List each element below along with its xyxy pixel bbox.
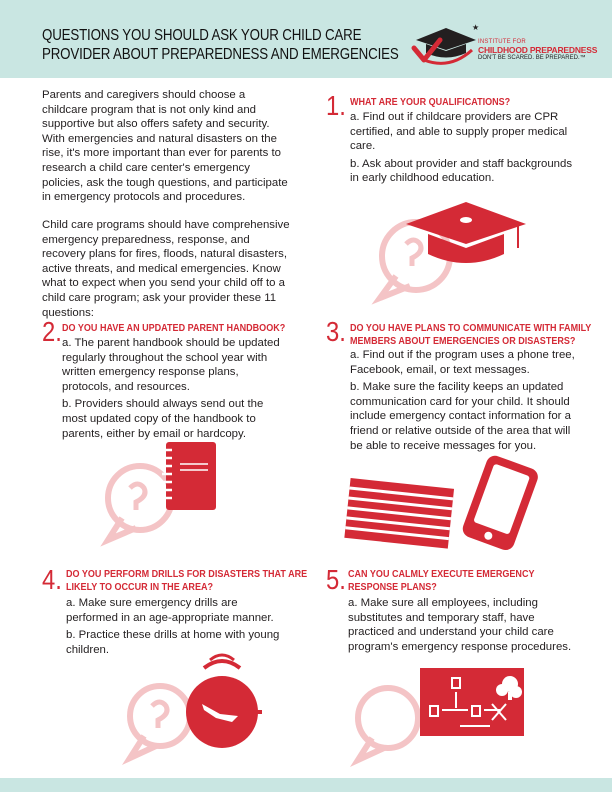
page-title-line-1: QUESTIONS YOU SHOULD ASK YOUR CHILD CARE (42, 27, 362, 44)
question-1-title-line-1: WHAT ARE YOUR QUALIFICATIONS? (350, 96, 511, 108)
question-3-title-line-1: DO YOU HAVE PLANS TO COMMUNICATE WITH FAMILY (350, 322, 592, 334)
question-5-title-line-2: RESPONSE PLANS? (348, 580, 437, 593)
question-2-title (62, 322, 285, 335)
question-5-answers (348, 596, 582, 654)
logo-wordmark (478, 38, 597, 62)
alarm-bell-icon (120, 650, 280, 766)
question-5-answer-a: a. Make sure all employees, including substitutes and temporary staff, have practiced and understand your child care program's emergency response procedures. (348, 597, 572, 653)
intro-paragraph-1: Parents and caregivers should choose a childcare program that is not only kind and supportive but also offers safety and security. With emergencies and natural disasters on the rise, it's more important than ever for parents to research a child care center's emergency policies, ask the tough questions, and participate in emergency protocols and procedures. (42, 89, 288, 204)
question-3-answers (350, 348, 582, 453)
question-1-answers (350, 110, 582, 186)
question-4-answers (66, 596, 286, 657)
question-5-title-line-1: CAN YOU CALMLY EXECUTE EMERGENCY (348, 568, 535, 580)
question-3-number: 3. (326, 316, 346, 347)
evacuation-map-icon (350, 660, 550, 770)
question-3-title-line-2: MEMBERS ABOUT EMERGENCIES OR DISASTERS? (350, 334, 576, 347)
graduation-cap-icon (366, 196, 566, 306)
footer-band (0, 778, 612, 792)
question-3-title (350, 322, 591, 347)
logo (410, 20, 600, 70)
question-4-title-line-2: LIKELY TO OCCUR IN THE AREA? (66, 580, 214, 593)
logo-line-2: CHILDHOOD PREPAREDNESS (478, 45, 598, 55)
question-4-answer-b: b. Practice these drills at home with young children. (66, 629, 280, 656)
logo-line-1: INSTITUTE FOR (478, 39, 526, 45)
question-2-answers (62, 336, 284, 441)
question-1-title (350, 96, 510, 109)
page-title-line-2: PROVIDER ABOUT PREPAREDNESS AND EMERGENCIES (42, 46, 399, 63)
question-3-answer-b: b. Make sure the facility keeps an updated communication card for your child. It should include emergency contact information for a friend or relative outside of the area that will be able to receive messages for you. (350, 381, 571, 452)
logo-tagline: DON'T BE SCARED. BE PREPARED.™ (478, 55, 586, 61)
intro-paragraph-2: Child care programs should have comprehensive emergency preparedness, response, and recovery plans for fires, floods, natural disasters, active threats, and medical emergencies. Know what to expect when you send your child off to a child care program; ask your provider these 11 questions: (42, 219, 290, 319)
question-2-title-line-1: DO YOU HAVE AN UPDATED PARENT HANDBOOK? (62, 322, 286, 334)
question-1-answer-a: a. Find out if childcare providers are CPR certified, and able to supply proper medical care. (350, 111, 568, 153)
question-2-answer-b: b. Providers should always send out the most updated copy of the handbook to parents, either by email or hardcopy. (62, 398, 264, 440)
question-4-number: 4. (42, 564, 62, 595)
question-1-answer-b: b. Ask about provider and staff backgrounds in early childhood education. (350, 157, 573, 185)
question-3-answer-a: a. Find out if the program uses a phone tree, Facebook, email, or text messages. (350, 349, 575, 376)
question-5-title (348, 568, 534, 593)
phone-and-card-icon (346, 456, 566, 556)
question-2-answer-a: a. The parent handbook should be updated regularly throughout the school year with written emergency response plans, protocols, and resources. (62, 337, 280, 393)
svg-text:★: ★ (472, 23, 480, 32)
question-1-number: 1. (326, 90, 346, 121)
question-5-number: 5. (326, 564, 346, 595)
header-band (0, 0, 612, 78)
logo-cap-check-icon (410, 20, 480, 70)
notebook-icon (96, 440, 256, 550)
question-4-title (66, 568, 307, 593)
question-2-number: 2. (42, 316, 62, 347)
question-4-title-line-1: DO YOU PERFORM DRILLS FOR DISASTERS THAT ARE (66, 568, 308, 580)
page-title (42, 26, 399, 64)
question-4-answer-a: a. Make sure emergency drills are performed in an age-appropriate manner. (66, 597, 274, 624)
